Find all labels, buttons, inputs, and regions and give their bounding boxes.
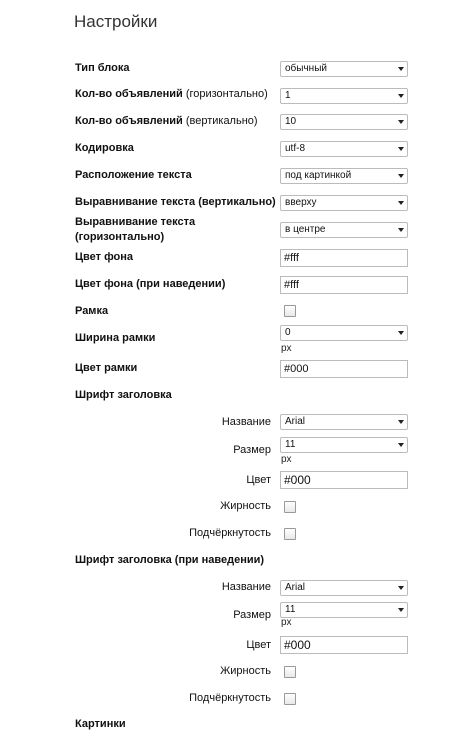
- border-width-select[interactable]: [280, 325, 408, 341]
- title-font-heading: Шрифт заголовка: [75, 389, 172, 401]
- border-width-unit: px: [281, 343, 292, 354]
- title-font-hover-name-select[interactable]: [280, 580, 408, 596]
- title-font-hover-size-label: Размер: [233, 609, 271, 621]
- chevron-down-icon: [398, 228, 404, 232]
- images-heading: Картинки: [75, 718, 126, 730]
- chevron-down-icon: [398, 174, 404, 178]
- block-type-value: обычный: [285, 63, 327, 74]
- border-width-label: Ширина рамки: [75, 332, 156, 344]
- title-font-bold-checkbox[interactable]: [284, 501, 296, 513]
- chevron-down-icon: [398, 608, 404, 612]
- encoding-select[interactable]: [280, 141, 408, 157]
- align-horizontal-select[interactable]: [280, 222, 408, 238]
- ads-horizontal-label-note: (горизонтально): [185, 88, 268, 100]
- title-font-hover-name-label: Название: [221, 581, 271, 593]
- ads-horizontal-value: 1: [285, 90, 291, 101]
- text-position-label: Расположение текста: [75, 169, 192, 181]
- align-horizontal-value: в центре: [285, 224, 326, 235]
- title-font-name-label: Название: [221, 416, 271, 428]
- bg-hover-color-input[interactable]: #fff: [280, 276, 408, 294]
- encoding-value: utf-8: [285, 143, 306, 154]
- chevron-down-icon: [398, 331, 404, 335]
- title-font-hover-name-value: Arial: [285, 582, 306, 593]
- title-font-hover-size-unit: px: [281, 617, 292, 628]
- align-vertical-value: вверху: [285, 197, 317, 208]
- border-label: Рамка: [75, 305, 109, 317]
- title-font-color-label: Цвет: [246, 474, 271, 486]
- ads-horizontal-select[interactable]: [280, 88, 408, 104]
- title-font-hover-bold-label: Жирность: [220, 665, 271, 677]
- align-vertical-select[interactable]: [280, 195, 408, 211]
- title-font-size-unit: px: [281, 454, 292, 465]
- bg-color-input[interactable]: #fff: [280, 249, 408, 267]
- chevron-down-icon: [398, 586, 404, 590]
- border-width-value: 0: [285, 327, 291, 338]
- text-position-select[interactable]: [280, 168, 408, 184]
- block-type-label: Тип блока: [75, 62, 130, 74]
- align-horizontal-label: [75, 215, 195, 245]
- encoding-label: Кодировка: [75, 142, 134, 154]
- border-color-label: Цвет рамки: [75, 362, 138, 374]
- ads-vertical-label: [75, 114, 258, 129]
- border-color-input[interactable]: #000: [280, 360, 408, 378]
- title-font-underline-checkbox[interactable]: [284, 528, 296, 540]
- title-font-size-value: 11: [285, 439, 296, 450]
- title-font-hover-color-input[interactable]: #000: [280, 636, 408, 654]
- ads-vertical-label-note: (вертикально): [185, 115, 258, 127]
- title-font-size-label: Размер: [233, 444, 271, 456]
- title-font-bold-label: Жирность: [220, 500, 271, 512]
- title-font-hover-underline-checkbox[interactable]: [284, 693, 296, 705]
- chevron-down-icon: [398, 420, 404, 424]
- align-horizontal-label-line2: (горизонтально): [75, 231, 165, 243]
- chevron-down-icon: [398, 67, 404, 71]
- title-font-hover-heading: Шрифт заголовка (при наведении): [75, 554, 265, 566]
- ads-vertical-value: 10: [285, 116, 297, 127]
- title-font-name-select[interactable]: [280, 414, 408, 430]
- bg-hover-color-label: Цвет фона (при наведении): [75, 278, 226, 290]
- ads-horizontal-label: [75, 87, 268, 102]
- bg-color-label: Цвет фона: [75, 251, 134, 263]
- border-checkbox[interactable]: [284, 305, 296, 317]
- ads-vertical-select[interactable]: [280, 114, 408, 130]
- title-font-hover-color-label: Цвет: [246, 639, 271, 651]
- align-vertical-label: Выравнивание текста (вертикально): [75, 196, 276, 208]
- text-position-value: под картинкой: [285, 170, 352, 181]
- block-type-select[interactable]: [280, 61, 408, 77]
- ads-vertical-label-main: Кол-во объявлений: [75, 115, 183, 127]
- chevron-down-icon: [398, 201, 404, 205]
- title-font-color-input[interactable]: #000: [280, 471, 408, 489]
- title-font-name-value: Arial: [285, 416, 306, 427]
- chevron-down-icon: [398, 120, 404, 124]
- title-font-hover-size-select[interactable]: [280, 602, 408, 618]
- chevron-down-icon: [398, 147, 404, 151]
- ads-horizontal-label-main: Кол-во объявлений: [75, 88, 183, 100]
- title-font-hover-bold-checkbox[interactable]: [284, 666, 296, 678]
- title-font-hover-underline-label: Подчёркнутость: [189, 692, 271, 704]
- chevron-down-icon: [398, 94, 404, 98]
- title-font-underline-label: Подчёркнутость: [189, 527, 271, 539]
- title-font-size-select[interactable]: [280, 437, 408, 453]
- chevron-down-icon: [398, 443, 404, 447]
- page-title: Настройки: [74, 12, 158, 31]
- title-font-hover-size-value: 11: [285, 604, 296, 615]
- align-horizontal-label-line1: Выравнивание текста: [75, 216, 196, 228]
